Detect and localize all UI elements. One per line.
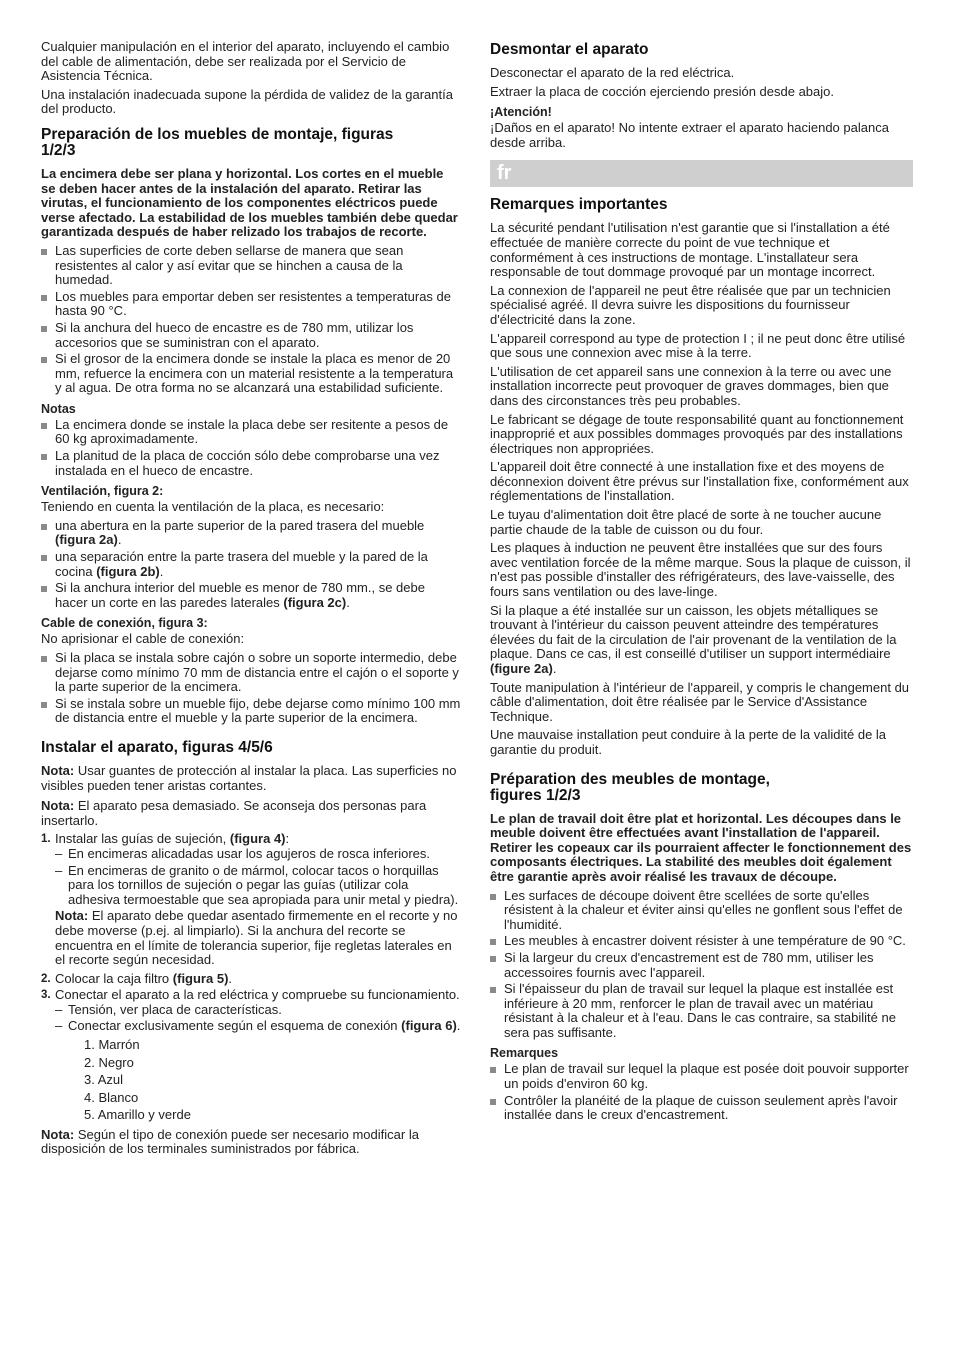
- language-code: fr: [497, 162, 512, 185]
- list-item: una separación entre la parte trasera del mueble y la pared de la cocina (figura 2b).: [41, 550, 461, 579]
- dash-item: – En encimeras alicadadas usar los agujeros de rosca inferiores.: [55, 845, 431, 861]
- square-bullet-icon: [41, 423, 47, 429]
- list-item: La encimera donde se instale la placa debe ser resitente a pesos de 60 kg aproximadamente.: [41, 418, 461, 447]
- wire-item: 5. Amarillo y verde: [84, 1107, 191, 1123]
- step-1-nota: Nota: El aparato debe quedar asentado firmemente en el recorte y no debe moverse (p.ej. al limpiarlo). Si la anchura del recorte se encuentra en el límite de tolerancia superior, fije regletas laterales en el recorte según necesidad.: [55, 908, 458, 968]
- mauvaise-installation-paragraph: Une mauvaise installation peut conduire à la perte de la validité de la garantie du produit.: [490, 727, 887, 757]
- paragraph: L'utilisation de cet appareil sans une connexion à la terre ou avec une installation incorrecte peut provoquer de graves dommages, bien que dans des circonstances très peu probables.: [490, 363, 892, 408]
- paragraph: L'appareil doit être connecté à une installation fixe et des moyens de déconnexion doivent être prévus sur l'installation fixe, conformément aux réglementations de l'installation.: [490, 459, 909, 504]
- list-item: Si el grosor de la encimera donde se instale la placa es menor de 20 mm, refuerce la encimera con un material resistente a la temperatura y al agua. De otra forma no se alcanzará una estabilidad suficiente.: [41, 352, 461, 396]
- wire-item: 2. Negro: [84, 1054, 134, 1070]
- ventilacion-intro: Teniendo en cuenta la ventilación de la placa, es necesario:: [41, 499, 385, 515]
- wire-item: 4. Blanco: [84, 1089, 139, 1105]
- wire-item: 1. Marrón: [84, 1037, 140, 1053]
- step-2: 2. Colocar la caja filtro (figura 5).: [41, 970, 233, 986]
- heading-remarques-importantes: Remarques importantes: [490, 196, 668, 214]
- dash-item: – Conectar exclusivamente según el esquema de conexión (figura 6).: [55, 1018, 461, 1034]
- list-item: Les surfaces de découpe doivent être scellées de sorte qu'elles résistent à la chaleur et éviter ainsi qu'elles ne gonflent sous l'effet de l'humidité.: [490, 889, 913, 933]
- intro-paragraph-2: Una instalación inadecuada supone la pérdida de validez de la garantía del producto.: [41, 86, 453, 117]
- square-bullet-icon: [41, 295, 47, 301]
- heading-preparacion: Preparación de los muebles de montaje, figuras 1/2/3: [41, 125, 394, 159]
- dash-item: – En encimeras de granito o de mármol, colocar tacos o horquillas para los tornillos de sujeción o pegar las guías (utilizar cola adhesiva termoestable que sea apropiada para unir metal y piedra).: [55, 862, 459, 907]
- cable-intro: No aprisionar el cable de conexión:: [41, 631, 245, 647]
- nota-peso: Nota: El aparato pesa demasiado. Se aconseja dos personas para insertarlo.: [41, 798, 427, 828]
- caisson-paragraph: Si la plaque a été installée sur un caisson, les objets métalliques se trouvant à l'intérieur du caisson peuvent atteindre des températures élevées du fait de la circulation de l'air provenant de la ventilation de la plaque. Dans ce cas, il est conseillé d'utiliser un support intermédiaire (figure 2a).: [490, 602, 897, 676]
- wire-item: 3. Azul: [84, 1072, 124, 1088]
- list-item: Los muebles para emportar deben ser resistentes a temperaturas de hasta 90 °C.: [41, 290, 461, 319]
- square-bullet-icon: [490, 939, 496, 945]
- list-item: Las superficies de corte deben sellarse de manera que sean resistentes al calor y así evitar que se hinchen a causa de la humedad.: [41, 244, 461, 288]
- desmontar-paragraph-2: Extraer la placa de cocción ejerciendo presión desde abajo.: [490, 83, 834, 99]
- manipulation-paragraph: Toute manipulation à l'intérieur de l'appareil, y compris le changement du câble d'alimentation, doit être réalisée par le Service d'Assistance Technique.: [490, 679, 910, 724]
- square-bullet-icon: [490, 987, 496, 993]
- list-item: Si se instala sobre un mueble fijo, debe dejarse como mínimo 100 mm de distancia entre el mueble y la parte superior de la encimera.: [41, 697, 461, 726]
- desmontar-paragraph-1: Desconectar el aparato de la red eléctrica.: [490, 65, 735, 80]
- remarques-list: [490, 1062, 913, 1122]
- square-bullet-icon: [490, 956, 496, 962]
- square-bullet-icon: [490, 1067, 496, 1073]
- square-bullet-icon: [41, 357, 47, 363]
- dash-item: – Tensión, ver placa de características.: [55, 1001, 282, 1017]
- atencion-paragraph: ¡Daños en el aparato! No intente extraer el aparato haciendo palanca desde arriba.: [490, 120, 889, 150]
- nota-guantes: Nota: Usar guantes de protección al instalar la placa. Las superficies no visibles pueden tener aristas cortantes.: [41, 762, 457, 793]
- square-bullet-icon: [41, 326, 47, 332]
- list-item: Le plan de travail sur lequel la plaque est posée doit pouvoir supporter un poids d'environ 60 kg.: [490, 1062, 913, 1091]
- install-steps: [41, 832, 461, 1123]
- cable-list: [41, 651, 461, 726]
- square-bullet-icon: [41, 656, 47, 662]
- heading-instalar: Instalar el aparato, figuras 4/5/6: [41, 738, 273, 756]
- paragraph: Le fabricant se dégage de toute responsabilité quant au fonctionnement inapproprié et aux possibles dommages provoqués par des installations électriques non appropriées.: [490, 411, 904, 456]
- list-item: Contrôler la planéité de la plaque de cuisson seulement après l'avoir installée dans le creux d'encastrement.: [490, 1094, 913, 1123]
- preparacion-bold-paragraph: La encimera debe ser plana y horizontal. Los cortes en el mueble se deben hacer antes de la instalación del aparato. Retirar las virutas, el funcionamiento de los componentes eléctricos puede verse afectado. La estabilidad de los muebles también debe quedar garantizada después de haber relizado los trabajos de recorte.: [41, 165, 458, 240]
- paragraph: Le tuyau d'alimentation doit être placé de sorte à ne toucher aucune partie chaude de la table de cuisson ou du four.: [490, 507, 882, 537]
- paragraph: La sécurité pendant l'utilisation n'est garantie que si l'installation a été effectuée de manière correcte du point de vue technique et conformément à ces instructions de montage. L'installateur sera responsable de tout dommage provoqué par un montage incorrect.: [490, 220, 890, 280]
- square-bullet-icon: [41, 249, 47, 255]
- preparation-fr-list: [490, 889, 913, 1041]
- heading-desmontar: Desmontar el aparato: [490, 41, 649, 58]
- preparacion-list: [41, 244, 461, 396]
- square-bullet-icon: [41, 555, 47, 561]
- heading-preparation-fr: Préparation des meubles de montage, figures 1/2/3: [490, 770, 770, 804]
- step-3-dash-list: [55, 1003, 461, 1034]
- heading-cable: Cable de conexión, figura 3:: [41, 616, 208, 631]
- square-bullet-icon: [490, 1099, 496, 1105]
- list-item: Si la anchura interior del mueble es menor de 780 mm., se debe hacer un corte en las paredes laterales (figura 2c).: [41, 581, 461, 610]
- list-item: una abertura en la parte superior de la pared trasera del mueble (figura 2a).: [41, 519, 461, 548]
- paragraph: Les plaques à induction ne peuvent être installées que sur des fours avec ventilation forcée de la même marque. Sous la plaque de cuisson, il n'est pas possible d'installer des réfrigérateurs, des lave-vaisselle, des fours sans ventilation ou des lave-linge.: [490, 540, 911, 600]
- intro-paragraph-1: Cualquier manipulación en el interior del aparato, incluyendo el cambio del cable de alimentación, debe ser realizada por el Servicio de Asistencia Técnica.: [41, 39, 450, 84]
- step-1: 1. Instalar las guías de sujeción, (figura 4): – En encimeras alicadadas usar los agujeros de rosca inferiores. – En encimeras de granito o de mármol, colocar tacos o horquillas para los tornillos de sujeción o pegar las guías (utilizar cola adhesiva termoestable que sea apropiada para unir metal y piedra). Nota: El aparato debe quedar asentado firmemente en el recorte y no debe moverse (p.ej. al limpiarlo). Si la anchura del recorte se encuentra en el límite de tolerancia superior, fije regletas laterales en el recorte según necesidad.: [41, 832, 461, 967]
- notas-list: [41, 418, 461, 478]
- preparation-fr-bold-paragraph: Le plan de travail doit être plat et horizontal. Les découpes dans le meuble doivent être effectuées avant l'installation de l'appareil. Retirer les copeaux car ils pourraient affecter le fonctionnement des composants électriques. La stabilité des meubles doit également être garantie après avoir réalisé les travaux de découpe.: [490, 810, 912, 884]
- heading-remarques: Remarques: [490, 1046, 559, 1061]
- list-item: Les meubles à encastrer doivent résister à une température de 90 °C.: [490, 934, 913, 949]
- square-bullet-icon: [41, 524, 47, 530]
- left-column: [41, 40, 461, 1161]
- heading-ventilacion: Ventilación, figura 2:: [41, 484, 164, 499]
- right-column: [490, 40, 913, 1127]
- language-bar-fr: [490, 160, 913, 187]
- heading-atencion: ¡Atención!: [490, 105, 552, 120]
- nota-final: Nota: Según el tipo de conexión puede ser necesario modificar la disposición de los terminales suministrados por fábrica.: [41, 1126, 419, 1157]
- list-item: Si la anchura del hueco de encastre es de 780 mm, utilizar los accesorios que se suministran con el aparato.: [41, 321, 461, 350]
- step-3: 3. Conectar el aparato a la red eléctrica y compruebe su funcionamiento. – Tensión, ver placa de características. – Conectar exclusivamente según el esquema de conexión (figura 6). 1. Marrón 2. Negro 3. Azul 4. Blanco 5. Amarillo y verde: [41, 987, 461, 1123]
- paragraph: La connexion de l'appareil ne peut être réalisée que par un technicien spécialisé agréé. Il devra suivre les dispositions du fournisseur d'électricité dans la zone.: [490, 282, 891, 327]
- list-item: Si la largeur du creux d'encastrement est de 780 mm, utiliser les accessoires fournis avec l'appareil.: [490, 951, 913, 980]
- square-bullet-icon: [41, 702, 47, 708]
- paragraph: L'appareil correspond au type de protection I ; il ne peut donc être utilisé que sous une connexion avec mise à la terre.: [490, 330, 906, 361]
- square-bullet-icon: [41, 586, 47, 592]
- wire-color-list: [69, 1036, 461, 1124]
- list-item: Si l'épaisseur du plan de travail sur lequel la plaque est installée est inférieure à 20 mm, renforcer le plan de travail avec un matériau résistant à la chaleur et à l'eau. Dans le cas contraire, sa stabilité ne sera pas suffisante.: [490, 982, 913, 1040]
- step-1-dash-list: [55, 847, 461, 907]
- ventilacion-list: [41, 519, 461, 611]
- heading-notas: Notas: [41, 401, 76, 416]
- list-item: La planitud de la placa de cocción sólo debe comprobarse una vez instalada en el hueco de encastre.: [41, 449, 461, 478]
- square-bullet-icon: [41, 454, 47, 460]
- list-item: Si la placa se instala sobre cajón o sobre un soporte intermedio, debe dejarse como mínimo 70 mm de distancia entre el cajón o el soporte y la parte superior de la encimera.: [41, 651, 461, 695]
- square-bullet-icon: [490, 894, 496, 900]
